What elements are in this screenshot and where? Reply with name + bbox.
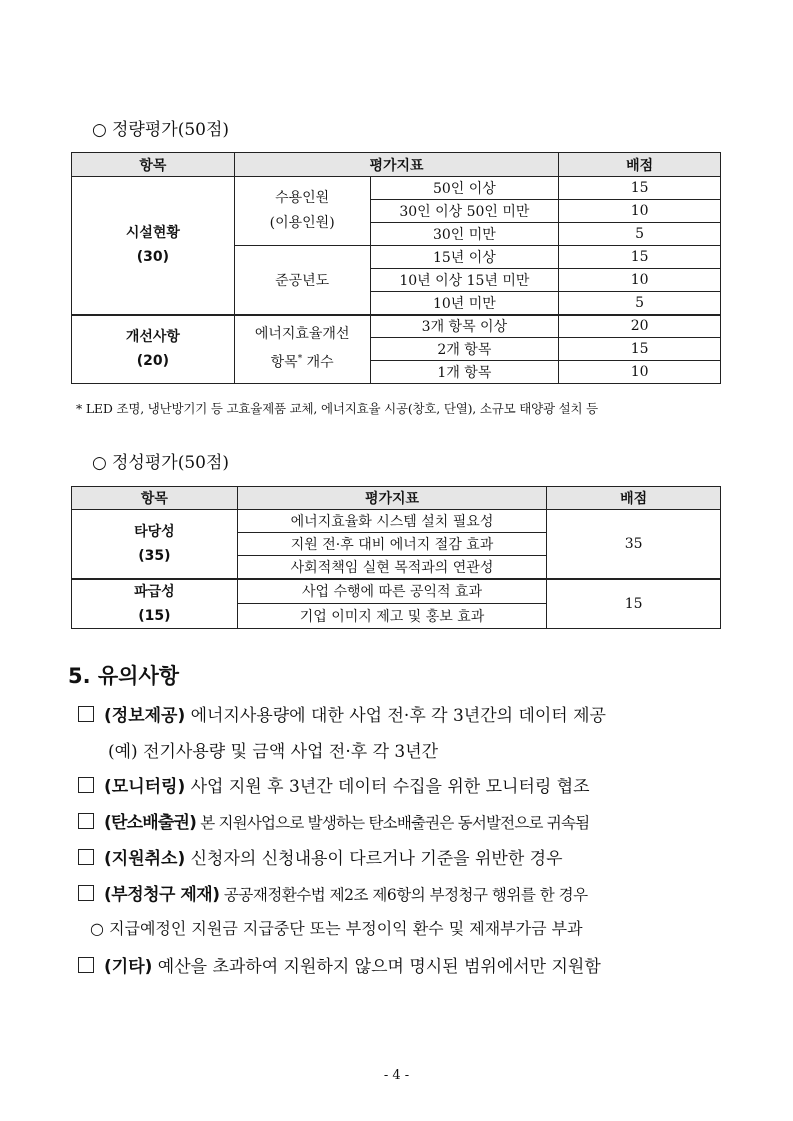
quant-footnote: * LED 조명, 냉난방기기 등 고효율제품 교체, 에너지효율 시공(창호, 단열), 소규모 태양광 설치 등 — [76, 401, 599, 416]
page-number: - 4 - — [383, 1068, 410, 1083]
indicator-cell: 지원 전·후 대비 에너지 절감 효과 — [237, 533, 546, 556]
header-item: 항목 — [72, 153, 235, 177]
table-row — [72, 315, 721, 338]
score-cell: 15 — [559, 177, 721, 200]
table-row — [72, 510, 721, 533]
header-item: 항목 — [72, 487, 238, 510]
checkbox-square-icon — [78, 885, 94, 901]
quant-header-row — [72, 153, 721, 177]
indicator-cell: 기업 이미지 제고 및 홍보 효과 — [237, 603, 546, 628]
qual-header-row — [72, 487, 721, 510]
circle-bullet-icon: ○ — [90, 919, 104, 938]
criterion-cell: 2개 항목 — [370, 338, 559, 361]
score-cell: 5 — [559, 292, 721, 315]
ripple-score-cell: 15 — [547, 579, 721, 629]
criterion-cell: 30인 이상 50인 미만 — [370, 200, 559, 223]
indicator-cell: 사업 수행에 따른 공익적 효과 — [237, 579, 546, 604]
checkbox-square-icon — [78, 706, 94, 722]
list-item: (기타) 예산을 초과하여 지원하지 않으며 명시된 범위에서만 지원함 — [78, 952, 728, 977]
capacity-cell: 수용인원 (이용인원) — [234, 177, 370, 246]
criterion-cell: 10년 이상 15년 미만 — [370, 269, 559, 292]
score-cell: 5 — [559, 223, 721, 246]
score-cell: 20 — [559, 315, 721, 338]
criterion-cell: 15년 이상 — [370, 246, 559, 269]
criterion-cell: 10년 미만 — [370, 292, 559, 315]
section5-heading: 5. 유의사항 — [68, 664, 180, 688]
score-cell: 15 — [559, 338, 721, 361]
list-item: (모니터링) 사업 지원 후 3년간 데이터 수집을 위한 모니터링 협조 — [78, 772, 728, 797]
header-indicator: 평가지표 — [237, 487, 546, 510]
sub-bullet-line: ○ 지급예정인 지원금 지급중단 또는 부정이익 환수 및 제재부가금 부과 — [90, 919, 583, 938]
efficiency-cell: 에너지효율개선 항목* 개수 — [234, 315, 370, 384]
list-item: (부정청구 제재) 공공재정환수법 제2조 제6항의 부정청구 행위를 한 경우 — [78, 880, 728, 905]
indicator-cell: 사회적책임 실현 목적과의 연관성 — [237, 556, 546, 579]
example-line: (예) 전기사용량 및 금액 사업 전·후 각 3년간 — [108, 742, 439, 762]
ripple-cell: 파급성 (15) — [72, 579, 238, 629]
improve-cell: 개선사항 (20) — [72, 315, 235, 384]
header-score: 배점 — [559, 153, 721, 177]
score-cell: 10 — [559, 361, 721, 384]
year-cell: 준공년도 — [234, 246, 370, 315]
checkbox-square-icon — [78, 813, 94, 829]
checkbox-square-icon — [78, 777, 94, 793]
score-cell: 15 — [559, 246, 721, 269]
facility-cell: 시설현황 (30) — [72, 177, 235, 315]
list-item: (탄소배출권) 본 지원사업으로 발생하는 탄소배출권은 동서발전으로 귀속됨 — [78, 808, 728, 833]
criterion-cell: 30인 미만 — [370, 223, 559, 246]
criterion-cell: 1개 항목 — [370, 361, 559, 384]
checkbox-square-icon — [78, 849, 94, 865]
circle-bullet-icon: ○ — [92, 120, 107, 140]
quant-table — [71, 152, 721, 384]
criterion-cell: 3개 항목 이상 — [370, 315, 559, 338]
table-row — [72, 579, 721, 604]
qual-table — [71, 486, 721, 629]
quant-section-title: ○ 정량평가(50점) — [92, 120, 230, 140]
qual-section-title: ○ 정성평가(50점) — [92, 453, 230, 473]
indicator-cell: 에너지효율화 시스템 설치 필요성 — [237, 510, 546, 533]
validity-score-cell: 35 — [547, 510, 721, 579]
list-item: (지원취소) 신청자의 신청내용이 다르거나 기준을 위반한 경우 — [78, 844, 728, 869]
circle-bullet-icon: ○ — [92, 453, 107, 473]
checkbox-square-icon — [78, 957, 94, 973]
score-cell: 10 — [559, 200, 721, 223]
criterion-cell: 50인 이상 — [370, 177, 559, 200]
header-indicator: 평가지표 — [234, 153, 558, 177]
score-cell: 10 — [559, 269, 721, 292]
header-score: 배점 — [547, 487, 721, 510]
validity-cell: 타당성 (35) — [72, 510, 238, 579]
list-item: (정보제공) 에너지사용량에 대한 사업 전·후 각 3년간의 데이터 제공 — [78, 701, 728, 726]
table-row — [72, 177, 721, 200]
